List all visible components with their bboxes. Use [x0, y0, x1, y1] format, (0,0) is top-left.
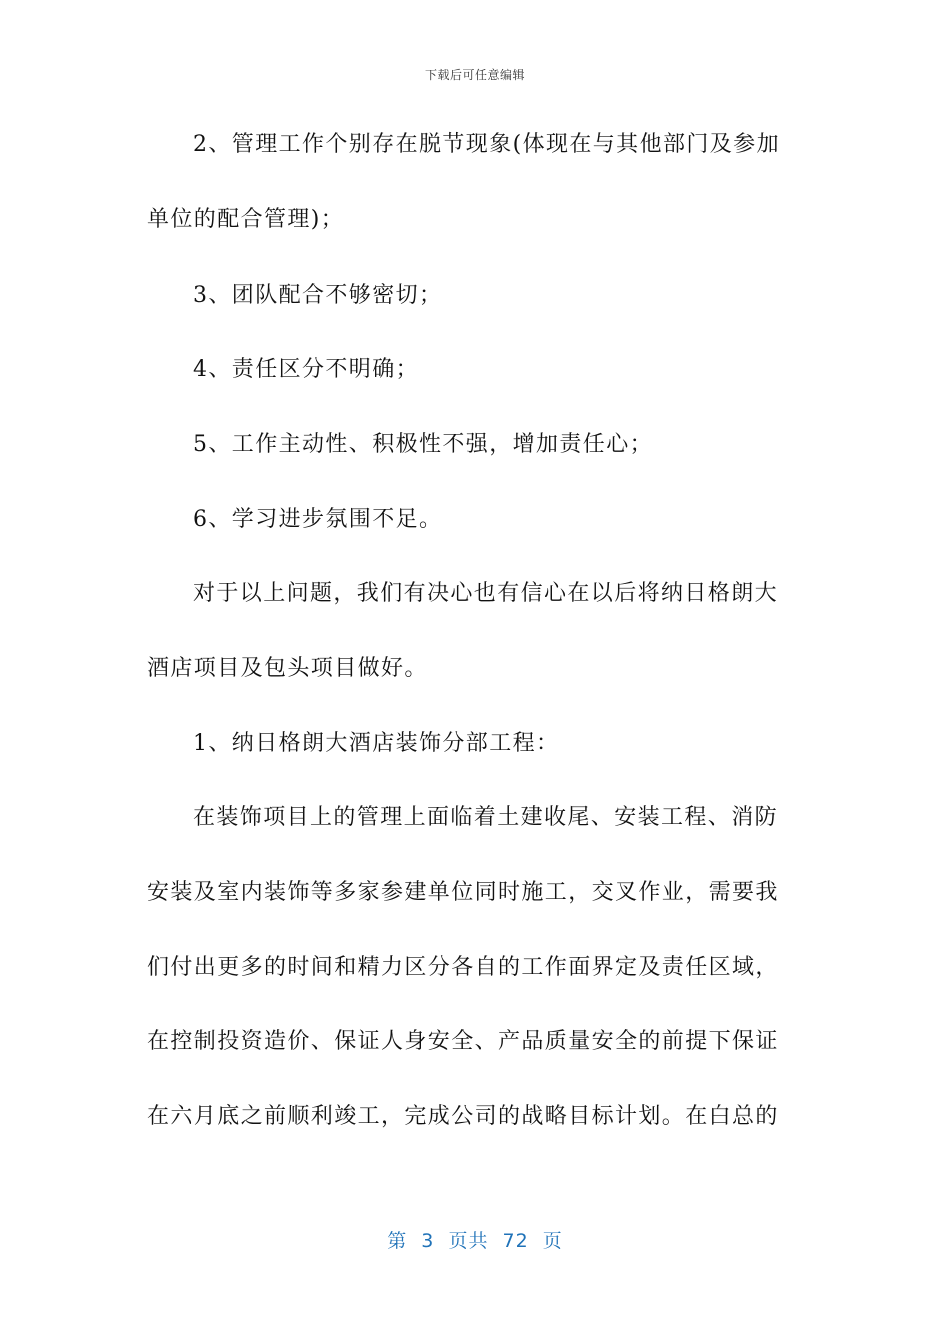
paragraph-line: 3、团队配合不够密切； — [193, 283, 443, 308]
paragraph-line: 对于以上问题，我们有决心也有信心在以后将纳日格朗大 — [193, 581, 779, 606]
paragraph-line: 4、责任区分不明确； — [193, 357, 419, 382]
paragraph-line: 单位的配合管理)； — [147, 207, 345, 232]
paragraph-line: 6、学习进步氛围不足。 — [193, 507, 443, 532]
page-number-footer: 第 3 页共 72 页 — [387, 1230, 563, 1252]
paragraph-line: 5、工作主动性、积极性不强，增加责任心； — [193, 432, 653, 457]
paragraph-line: 在六月底之前顺利竣工，完成公司的战略目标计划。在白总的 — [147, 1104, 779, 1129]
paragraph-line: 2、管理工作个别存在脱节现象(体现在与其他部门及参加 — [193, 132, 780, 157]
paragraph-line: 在控制投资造价、保证人身安全、产品质量安全的前提下保证 — [147, 1029, 779, 1054]
section-heading: 1、纳日格朗大酒店装饰分部工程： — [193, 731, 560, 756]
page-header-note: 下载后可任意编辑 — [424, 68, 525, 82]
paragraph-line: 在装饰项目上的管理上面临着土建收尾、安装工程、消防 — [193, 805, 779, 830]
paragraph-line: 安装及室内装饰等多家参建单位同时施工，交叉作业，需要我 — [147, 880, 779, 905]
paragraph-line: 酒店项目及包头项目做好。 — [147, 656, 428, 681]
paragraph-line: 们付出更多的时间和精力区分各自的工作面界定及责任区域， — [147, 955, 779, 980]
